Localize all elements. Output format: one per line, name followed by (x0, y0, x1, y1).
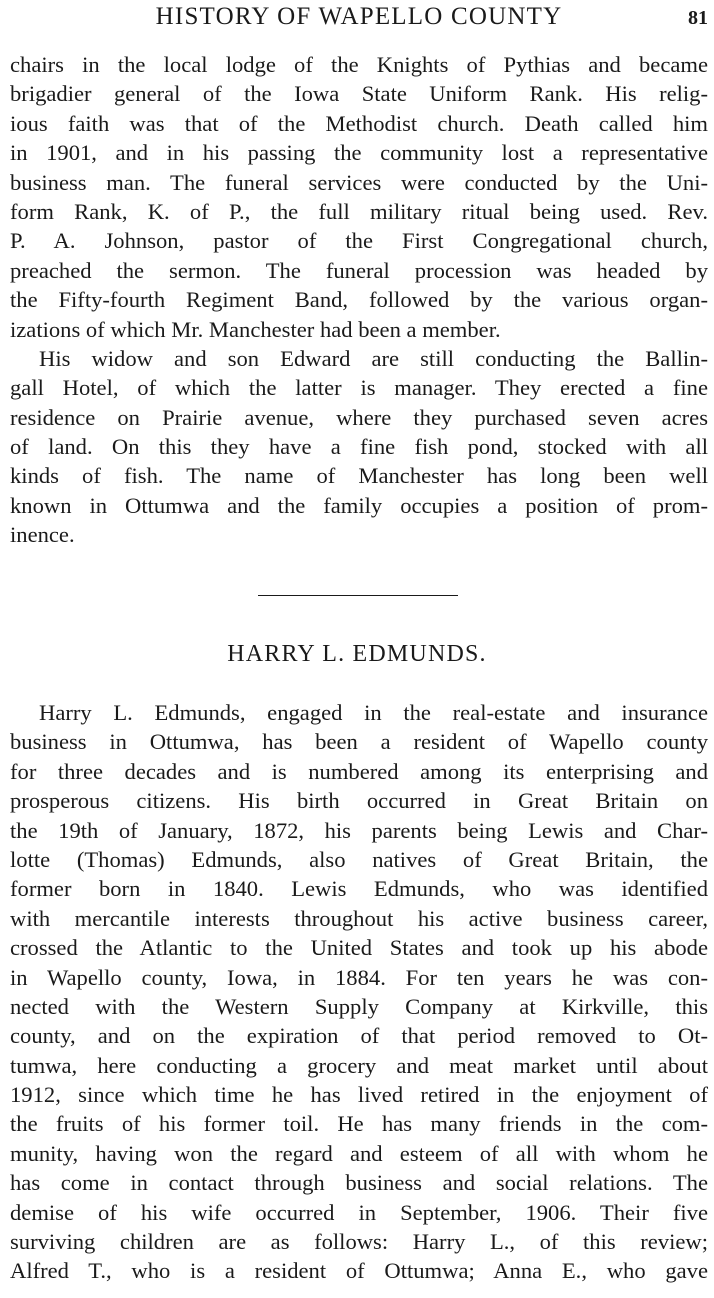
text-line: inence. (10, 522, 75, 548)
text-line: crossed the Atlantic to the United States and took up his abode (10, 935, 708, 961)
section-heading: HARRY L. EDMUNDS. (227, 641, 487, 667)
edmunds-biography (10, 698, 708, 1286)
text-line: kinds of fish. The name of Manchester has long been well (10, 463, 708, 489)
text-line: form Rank, K. of P., the full military ritual being used. Rev. (10, 198, 708, 224)
section-divider (258, 595, 458, 596)
text-line: business in Ottumwa, has been a resident of Wapello county (10, 729, 708, 755)
text-line: known in Ottumwa and the family occupies a position of prom- (10, 492, 708, 518)
text-line: the 19th of January, 1872, his parents being Lewis and Char- (10, 817, 708, 843)
paragraph-start-line: Harry L. Edmunds, engaged in the real-estate and insurance (39, 700, 708, 725)
text-line: business man. The funeral services were conducted by the Uni- (10, 169, 708, 195)
running-head (10, 2, 708, 32)
text-line: Alfred T., who is a resident of Ottumwa; Anna E., who gave (10, 1258, 708, 1284)
text-line: gall Hotel, of which the latter is manager. They erected a fine (10, 375, 708, 401)
text-line: demise of his wife occurred in September, 1906. Their five (10, 1199, 708, 1225)
text-line: has come in contact through business and social relations. The (10, 1170, 708, 1196)
text-line: preached the sermon. The funeral procession was headed by (10, 257, 708, 283)
text-line: 1912, since which time he has lived retired in the enjoyment of (10, 1082, 708, 1108)
text-line: prosperous citizens. His birth occurred in Great Britain on (10, 788, 708, 814)
text-line: with mercantile interests throughout his active business career, (10, 905, 708, 931)
text-line: lotte (Thomas) Edmunds, also natives of Great Britain, the (10, 846, 708, 872)
text-line: munity, having won the regard and esteem of all with whom he (10, 1140, 708, 1166)
paragraph-start-line: His widow and son Edward are still conducting the Ballin- (39, 345, 708, 371)
text-line: the fruits of his former toil. He has many friends in the com- (10, 1111, 708, 1137)
continued-biography (10, 50, 708, 550)
text-line: nected with the Western Supply Company at Kirkville, this (10, 993, 708, 1019)
text-line: izations of which Mr. Manchester had been a member. (10, 316, 501, 342)
text-line: in 1901, and in his passing the community lost a representative (10, 140, 708, 166)
text-line: for three decades and is numbered among its enterprising and (10, 758, 708, 784)
text-line: of land. On this they have a fine fish pond, stocked with all (10, 434, 708, 460)
text-line: tumwa, here conducting a grocery and meat market until about (10, 1052, 708, 1078)
running-title: HISTORY OF WAPELLO COUNTY (155, 3, 563, 30)
text-line: P. A. Johnson, pastor of the First Congregational church, (10, 228, 708, 254)
text-line: chairs in the local lodge of the Knights of Pythias and became (10, 52, 708, 77)
text-line: ious faith was that of the Methodist church. Death called him (10, 110, 708, 136)
text-line: county, and on the expiration of that period removed to Ot- (10, 1023, 708, 1049)
text-line: the Fifty-fourth Regiment Band, followed by the various organ- (10, 287, 708, 313)
text-line: in Wapello county, Iowa, in 1884. For ten years he was con- (10, 964, 708, 990)
text-line: residence on Prairie avenue, where they purchased seven acres (10, 404, 708, 430)
text-line: former born in 1840. Lewis Edmunds, who was identified (10, 876, 708, 902)
page-number: 81 (688, 7, 708, 29)
text-line: brigadier general of the Iowa State Uniform Rank. His relig- (10, 81, 708, 107)
text-line: surviving children are as follows: Harry L., of this review; (10, 1229, 708, 1255)
